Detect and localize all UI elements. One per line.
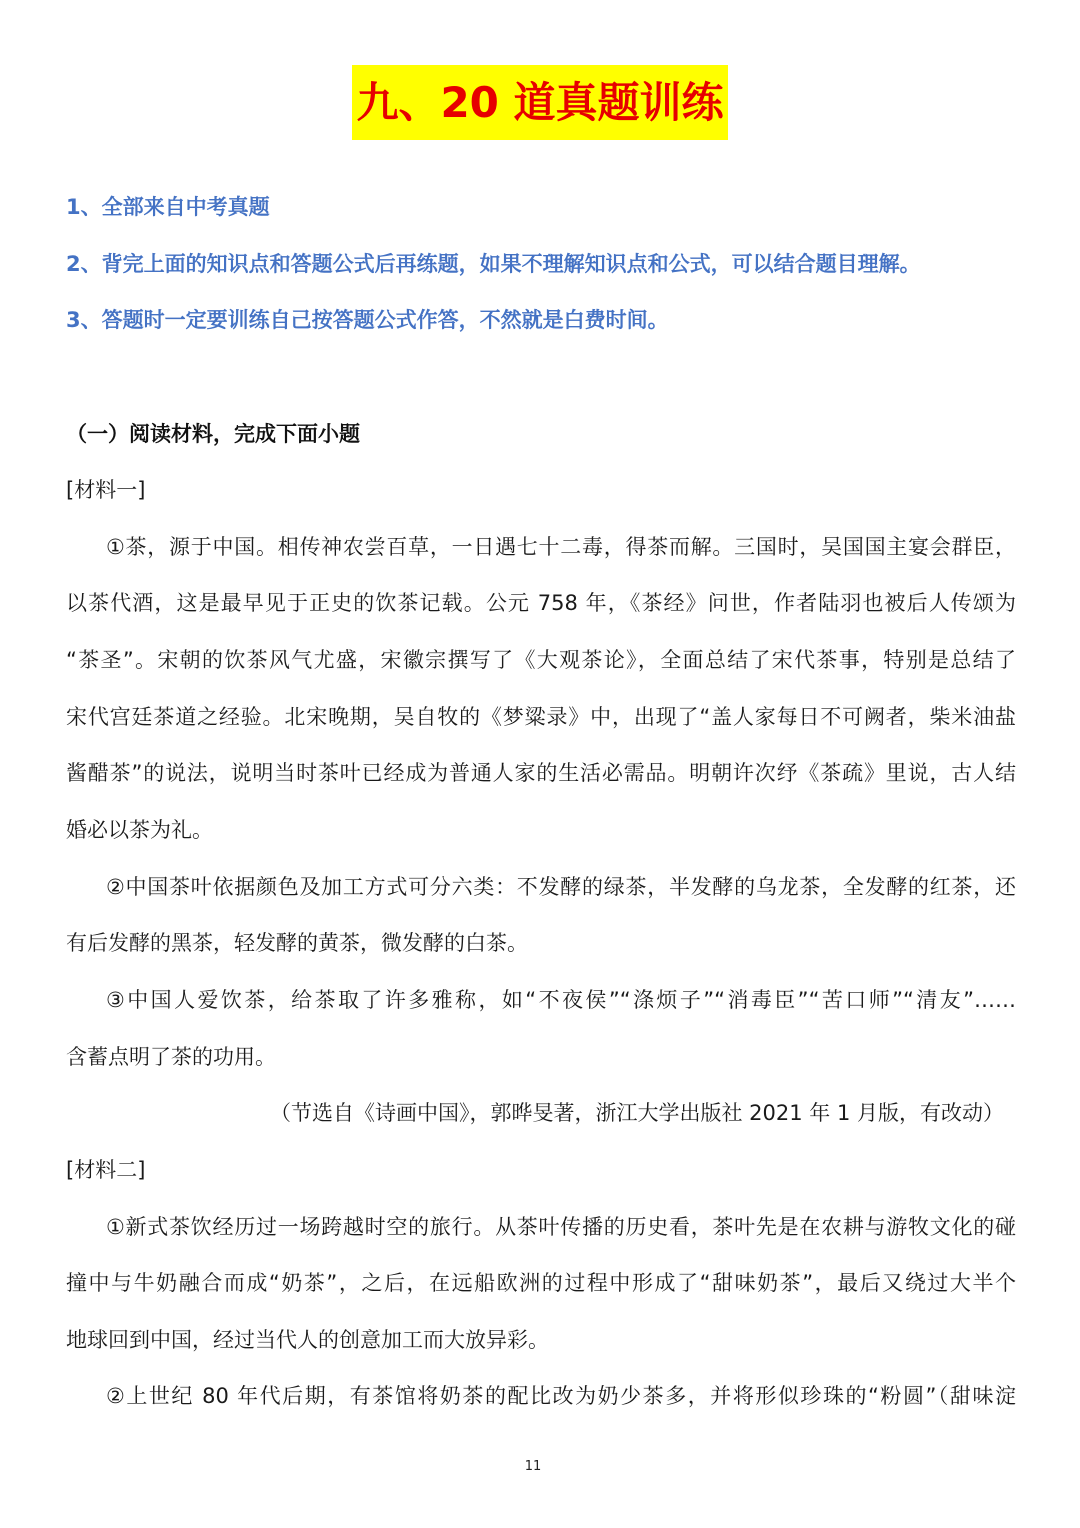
paragraph (66, 859, 1016, 972)
paragraph-line: ①茶，源于中国。相传神农尝百草，一日遇七十二毒，得茶而解。三国时，吴国国主宴会群臣， (106, 534, 1016, 559)
paragraph-line: 含蓄点明了茶的功用。 (66, 1044, 276, 1069)
paragraph (66, 1199, 1016, 1369)
paragraph (66, 972, 1016, 1085)
material-label: [材料二] (66, 1157, 146, 1182)
paragraph-line: ③中国人爱饮茶，给茶取了许多雅称，如“不夜侯”“涤烦子”“消毒臣”“苦口师”“清友”…… (106, 987, 1016, 1012)
paragraph-line: 酱醋茶”的说法，说明当时茶叶已经成为普通人家的生活必需品。明朝许次纾《茶疏》里说，古人结 (66, 761, 1016, 786)
paragraph-line: 以茶代酒，这是最早见于正史的饮茶记载。公元 758 年，《茶经》问世，作者陆羽也被后人传颂为 (66, 591, 1016, 616)
paragraph-line: ②中国茶叶依据颜色及加工方式可分六类：不发酵的绿茶，半发酵的乌龙茶，全发酵的红茶，还 (106, 874, 1016, 899)
material-label: [材料一] (66, 478, 146, 503)
paragraph-line: ①新式茶饮经历过一场跨越时空的旅行。从茶叶传播的历史看，茶叶先是在农耕与游牧文化的碰 (106, 1214, 1016, 1239)
note-1: 1、全部来自中考真题 (66, 195, 270, 219)
paragraph-line: 婚必以茶为礼。 (66, 818, 213, 843)
title-area (0, 65, 1080, 140)
note-3: 3、答题时一定要训练自己按答题公式作答，不然就是白费时间。 (66, 308, 669, 333)
paragraph-line: 有后发酵的黑茶，轻发酵的黄茶，微发酵的白茶。 (66, 931, 528, 956)
paragraph-line: 地球回到中国，经过当代人的创意加工而大放异彩。 (66, 1327, 549, 1352)
paragraph (66, 519, 1016, 859)
paragraph-line: 撞中与牛奶融合而成“奶茶”，之后，在远船欧洲的过程中形成了“甜味奶茶”，最后又绕过大半个 (66, 1271, 1016, 1296)
section-heading: （一）阅读材料，完成下面小题 (66, 421, 360, 446)
blank-line (66, 349, 1016, 406)
page-number: 11 (524, 1459, 542, 1474)
page-title: 九、20 道真题训练 (352, 65, 727, 140)
paragraph-line: 宋代宫廷茶道之经验。北宋晚期，吴自牧的《梦粱录》中，出现了“盖人家每日不可阙者，柴米油盐 (66, 704, 1016, 729)
source-citation: （节选自《诗画中国》，郭晔旻著，浙江大学出版社 2021 年 1 月版，有改动） (269, 1101, 1004, 1126)
paragraph-line: ②上世纪 80 年代后期，有茶馆将奶茶的配比改为奶少茶多，并将形似珍珠的“粉圆”（甜味淀 (106, 1384, 1016, 1409)
paragraph (66, 1368, 1016, 1425)
note-2: 2、背完上面的知识点和答题公式后再练题，如果不理解知识点和公式，可以结合题目理解。 (66, 251, 921, 276)
document-content (66, 179, 1016, 1425)
paragraph-line: “茶圣”。宋朝的饮茶风气尤盛，宋徽宗撰写了《大观茶论》，全面总结了宋代茶事，特别是总结了 (66, 648, 1016, 673)
